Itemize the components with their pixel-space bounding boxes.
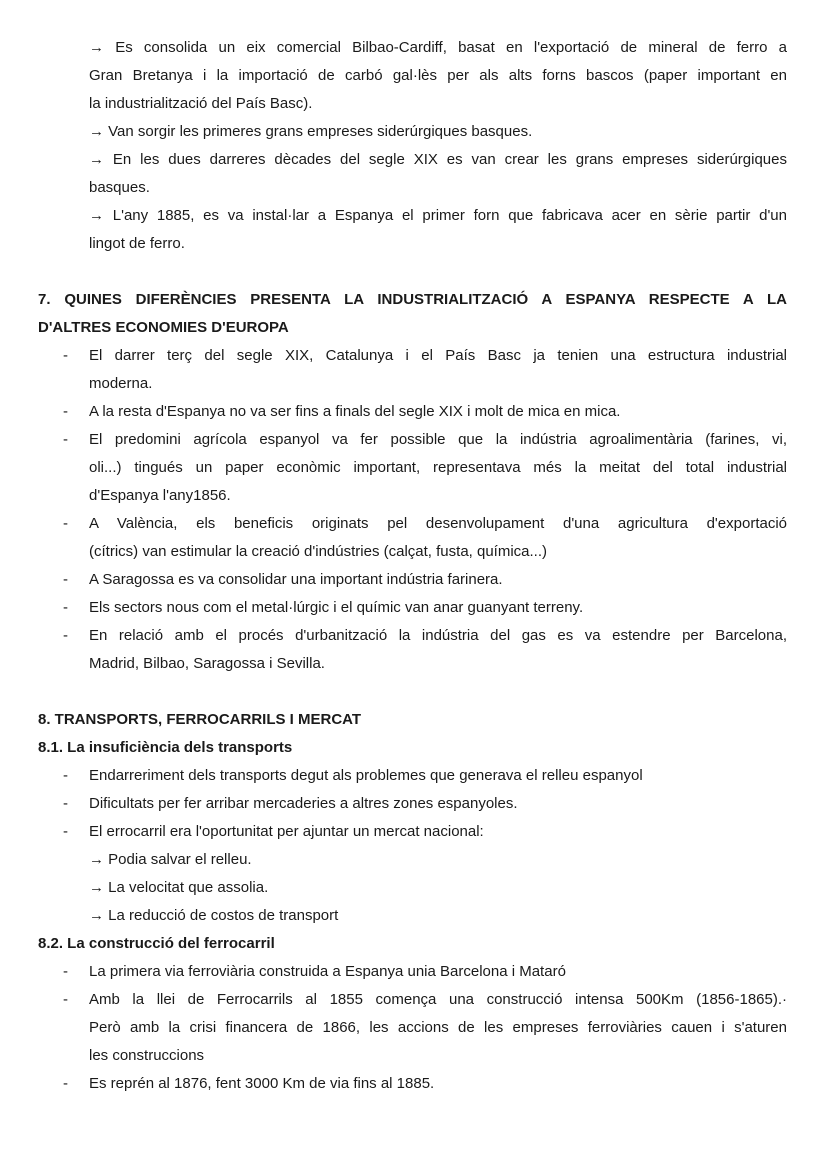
section-7-item-1-line-2: moderna. [89,375,153,392]
section-8-heading: 8. TRANSPORTS, FERROCARRILS I MERCAT [38,711,362,728]
intro-arrow-2-line-1: → Van sorgir les primeres grans empreses siderúrgiques basques. [89,123,533,140]
bullet-dash: - [63,571,68,588]
bullet-dash: - [63,431,68,448]
bullet-dash: - [63,347,68,364]
intro-arrow-1-line-1: → Es consolida un eix comercial Bilbao-Cardiff, basat en l'exportació de mineral de ferro a [89,39,787,56]
bullet-dash: - [63,1075,68,1092]
section-8-1-heading: 8.1. La insuficiència dels transports [38,739,293,756]
section-7-heading-line-1: 7. QUINES DIFERÈNCIES PRESENTA LA INDUSTRIALITZACIÓ A ESPANYA RESPECTE A LA [38,291,787,308]
bullet-dash: - [63,627,68,644]
section-7-item-2-line-1: A la resta d'Espanya no va ser fins a finals del segle XIX i molt de mica en mica. [89,403,621,420]
section-7-item-3-line-1: El predomini agrícola espanyol va fer possible que la indústria agroalimentària (farines, vi, [89,431,787,448]
section-8-2-item-3-line-1: Es reprén al 1876, fent 3000 Km de via fins al 1885. [89,1075,435,1092]
section-8-2-item-2-line-2: Però amb la crisi financera de 1866, les accions de les empreses ferroviàries cauen i s'aturen [89,1019,787,1036]
section-7-item-4-line-1: A València, els beneficis originats pel desenvolupament d'una agricultura d'exportació [89,515,787,532]
section-7-item-5-line-1: A Saragossa es va consolidar una important indústria farinera. [89,571,503,588]
section-7-item-7-line-2: Madrid, Bilbao, Saragossa i Sevilla. [89,655,325,672]
bullet-dash: - [63,795,68,812]
intro-arrow-4-line-2: lingot de ferro. [89,235,185,252]
section-8-1-arrow-3: → La reducció de costos de transport [89,907,339,924]
section-7-item-4-line-2: (cítrics) van estimular la creació d'indústries (calçat, fusta, química...) [89,543,548,560]
section-7-heading-line-2: D'ALTRES ECONOMIES D'EUROPA [38,319,289,336]
section-8-2-item-2-line-1: Amb la llei de Ferrocarrils al 1855 comença una construcció intensa 500Km (1856-1865).· [89,991,787,1008]
bullet-dash: - [63,515,68,532]
intro-arrow-3-line-2: basques. [89,179,150,196]
section-7-item-3-line-3: d'Espanya l'any1856. [89,487,231,504]
bullet-dash: - [63,991,68,1008]
section-8-2-item-2-line-3: les construccions [89,1047,205,1064]
section-7-item-3-line-2: oli...) tingués un paper econòmic important, representava més la meitat del total industrial [89,459,787,476]
bullet-dash: - [63,823,68,840]
intro-arrow-1-line-3: la industrialització del País Basc). [89,95,313,112]
bullet-dash: - [63,767,68,784]
bullet-dash: - [63,599,68,616]
section-7-item-7-line-1: En relació amb el procés d'urbanització la indústria del gas es va estendre per Barcelona, [89,627,787,644]
intro-arrow-4-line-1: → L'any 1885, es va instal·lar a Espanya el primer forn que fabricava acer en sèrie partir d'un [89,207,787,224]
bullet-dash: - [63,963,68,980]
section-8-1-item-3: El errocarril era l'oportunitat per ajuntar un mercat nacional: [89,823,484,840]
intro-arrow-1-line-2: Gran Bretanya i la importació de carbó gal·lès per als alts forns bascos (paper important en [89,67,787,84]
section-7-item-6-line-1: Els sectors nous com el metal·lúrgic i el químic van anar guanyant terreny. [89,599,584,616]
bullet-dash: - [63,403,68,420]
section-8-2-heading: 8.2. La construcció del ferrocarril [38,935,275,952]
section-7-item-1-line-1: El darrer terç del segle XIX, Catalunya i el País Basc ja tenien una estructura industrial [89,347,787,364]
section-8-1-item-2: Dificultats per fer arribar mercaderies a altres zones espanyoles. [89,795,518,812]
section-8-1-arrow-2: → La velocitat que assolia. [89,879,269,896]
section-8-1-item-1: Endarreriment dels transports degut als problemes que generava el relleu espanyol [89,767,643,784]
section-8-2-item-1-line-1: La primera via ferroviària construida a Espanya unia Barcelona i Mataró [89,963,566,980]
section-8-1-arrow-1: → Podia salvar el relleu. [89,851,252,868]
intro-arrow-3-line-1: → En les dues darreres dècades del segle XIX es van crear les grans empreses siderúrgiques [89,151,787,168]
